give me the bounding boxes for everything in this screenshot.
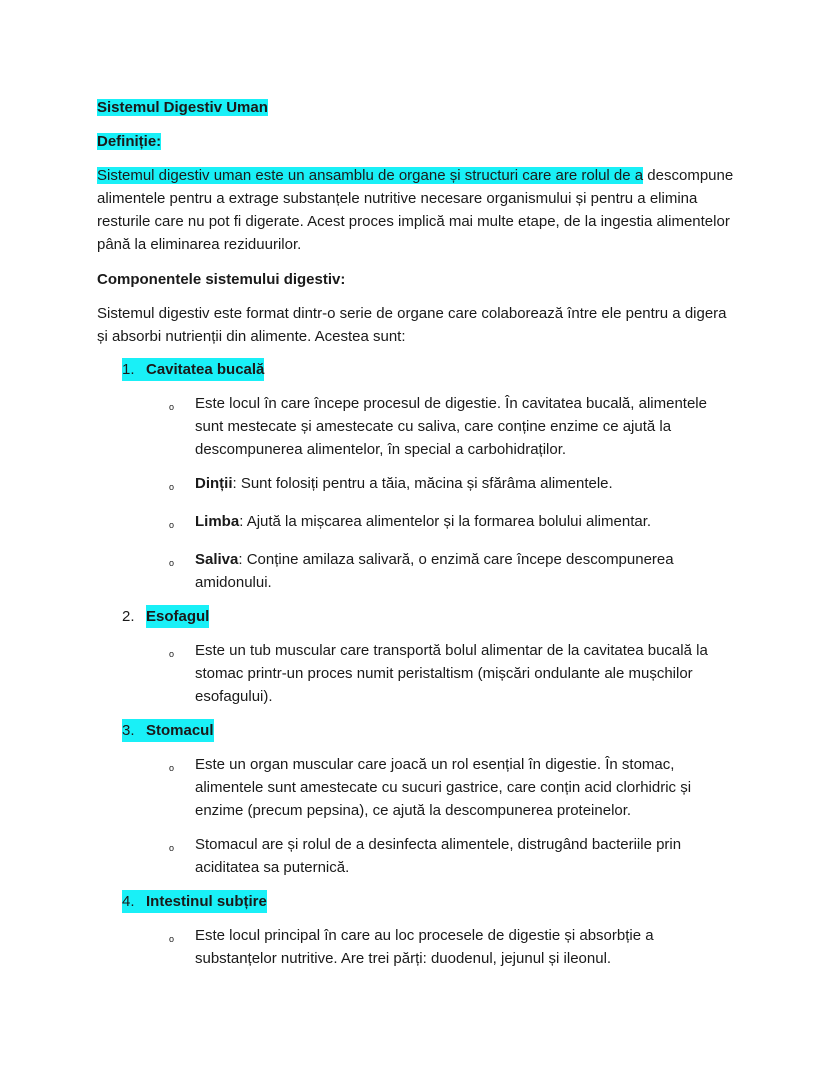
section-heading xyxy=(122,605,737,628)
bullet-text: Este un organ muscular care joacă un rol esențial în digestie. În stomac, alimentele sunt amestecate cu sucuri gastrice, care conțin acid clorhidric și enzime (precum pepsina), ce ajută la descompunerea proteinelor. xyxy=(195,756,692,819)
bullet-icon: o xyxy=(169,649,175,659)
bullet-icon: o xyxy=(169,843,175,853)
bullet-text: Saliva: Conține amilaza salivară, o enzimă care începe descompunerea amidonului. xyxy=(195,551,674,591)
term-saliva: Saliva xyxy=(195,551,239,568)
bullet-text: Este locul principal în care au loc procesele de digestie și absorbție a substanțelor nutritive. Are trei părți: duodenul, jejunul și ileonul. xyxy=(195,927,654,967)
list-item xyxy=(169,753,737,822)
section-number: 4. xyxy=(122,893,135,910)
bullet-text: Dinții: Sunt folosiți pentru a tăia, măcina și sfărâma alimentele. xyxy=(195,475,613,492)
section-label: Esofagul xyxy=(146,605,209,628)
bullet-list xyxy=(97,639,737,708)
list-item xyxy=(169,472,737,499)
bullet-icon: o xyxy=(169,402,175,412)
section-number: 1. xyxy=(122,361,135,378)
bullet-icon: o xyxy=(169,934,175,944)
definition-heading xyxy=(97,130,737,153)
section-label: Stomacul xyxy=(146,722,214,739)
document-page xyxy=(97,96,737,981)
section-number: 3. xyxy=(122,722,135,739)
term-dintii: Dinții xyxy=(195,475,233,492)
list-item xyxy=(169,548,737,594)
bullet-list xyxy=(97,924,737,970)
section-intestinul-subtire xyxy=(97,890,737,970)
bullet-icon: o xyxy=(169,482,175,492)
section-heading xyxy=(122,358,737,381)
definition-highlighted-text: Sistemul digestiv uman este un ansamblu de organe și structuri care are rolul de a xyxy=(97,167,644,184)
section-esofagul xyxy=(97,605,737,708)
document-title-text: Sistemul Digestiv Uman xyxy=(97,99,268,116)
components-intro: Sistemul digestiv este format dintr-o serie de organe care colaborează între ele pentru a digera și absorbi nutrienții din alimente. Acestea sunt: xyxy=(97,305,727,345)
definition-rest-text: descompune alimentele pentru a extrage substanțele nutritive necesare organismului și pentru a elimina resturile care nu pot fi digerate. Acest proces implică mai multe etape, de la ingestia alimentelor până la eliminarea reziduurilor. xyxy=(97,167,734,253)
section-number: 2. xyxy=(122,608,135,625)
bullet-text: Stomacul are și rolul de a desinfecta alimentele, distrugând bacteriile prin aciditatea sa puternică. xyxy=(195,836,682,876)
bullet-icon: o xyxy=(169,763,175,773)
bullet-icon: o xyxy=(169,558,175,568)
document-title xyxy=(97,96,737,119)
bullet-text: Este un tub muscular care transportă bolul alimentar de la cavitatea bucală la stomac printr-un proces numit peristaltism (mișcări ondulante ale mușchilor esofagului). xyxy=(195,642,708,705)
bullet-text: Este locul în care începe procesul de digestie. În cavitatea bucală, alimentele sunt mestecate și amestecate cu saliva, care conține enzime ce ajută la descompunerea alimentelor, în special a carbohidraților. xyxy=(195,395,707,458)
bullet-list xyxy=(97,753,737,879)
section-cavitatea-bucala xyxy=(97,358,737,594)
bullet-icon: o xyxy=(169,520,175,530)
section-heading-highlight xyxy=(122,358,264,381)
section-heading-highlight xyxy=(122,890,267,913)
components-heading: Componentele sistemului digestiv: xyxy=(97,271,346,288)
definition-paragraph xyxy=(97,164,737,256)
bullet-text: Limba: Ajută la mișcarea alimentelor și la formarea bolului alimentar. xyxy=(195,513,652,530)
term-limba: Limba xyxy=(195,513,240,530)
section-label: Cavitatea bucală xyxy=(146,361,265,378)
bullet-list xyxy=(97,392,737,594)
list-item xyxy=(169,392,737,461)
definition-heading-text: Definiție: xyxy=(97,133,162,150)
list-item xyxy=(169,510,737,537)
list-item xyxy=(169,639,737,708)
section-heading xyxy=(122,890,737,913)
section-heading-highlight xyxy=(122,719,214,742)
section-stomacul xyxy=(97,719,737,879)
section-heading xyxy=(122,719,737,742)
section-label: Intestinul subțire xyxy=(146,893,267,910)
list-item xyxy=(169,833,737,879)
list-item xyxy=(169,924,737,970)
